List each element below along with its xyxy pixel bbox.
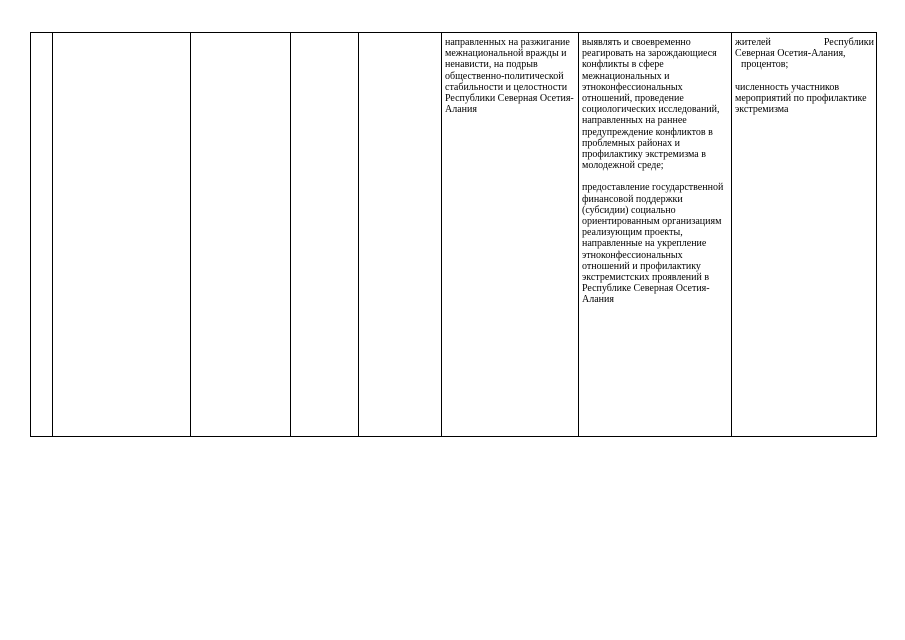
table-cell-threats <box>442 33 579 437</box>
cell-text: численность участников мероприятий по профилактике экстремизма <box>735 81 867 116</box>
cell-text-line: процентов; <box>741 59 789 71</box>
table-cell-indicators <box>732 33 877 437</box>
table-cell-3 <box>191 33 291 437</box>
table-cell-number <box>31 33 53 437</box>
table-cell-4 <box>291 33 359 437</box>
document-table <box>30 32 877 437</box>
cell-text: направленных на разжигание межнациональной вражды и ненависти, на подрыв общественно-политической стабильности и целостности Республики Северная Осетия-Алания <box>445 37 574 116</box>
table-cell-5 <box>359 33 442 437</box>
table-cell-2 <box>53 33 191 437</box>
cell-text: предоставление государственной финансовой поддержки (субсидии) социально ориентированным организациям реализующим проекты, направленные на укрепление этноконфессиональных отношений и профилактику экстремистских проявлений в Республике Северная Осетия-Алания <box>582 182 724 306</box>
cell-text-line: жителей Республики <box>735 37 874 48</box>
table-cell-tasks <box>579 33 732 437</box>
table-row <box>31 33 877 437</box>
cell-text: выявлять и своевременно реагировать на зарождающиеся конфликты в сфере межнациональных и этноконфессиональных отношений, проведение социологических исследований, направленных на раннее предупреждение конфликтов в проблемных районах и профилактику экстремизма в молодежной среде; <box>582 37 720 172</box>
cell-text-line: Северная Осетия-Алания, <box>735 48 846 60</box>
